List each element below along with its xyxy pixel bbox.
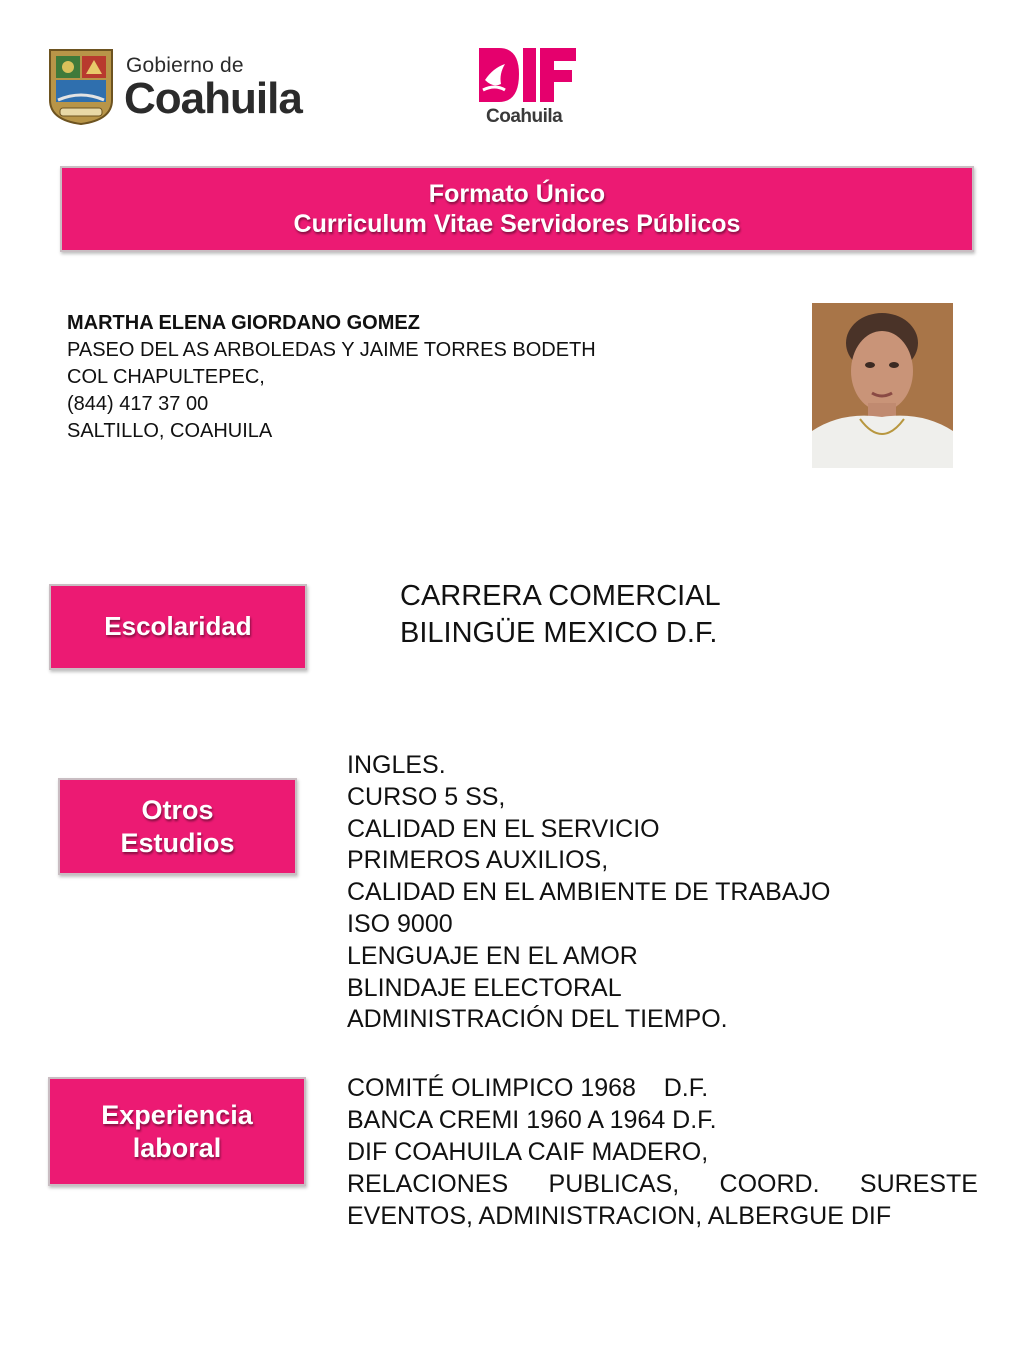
list-item: ADMINISTRACIÓN DEL TIEMPO. [347,1005,728,1034]
city-line: SALTILLO, COAHUILA [67,420,273,442]
portrait-photo [812,303,953,468]
list-item: EVENTOS, ADMINISTRACION, ALBERGUE DIF [347,1202,892,1230]
escolaridad-line: CARRERA COMERCIAL [400,580,721,612]
otros-estudios-label-line2: Estudios [120,827,235,858]
list-item [347,1168,978,1200]
justified-word: SURESTE [859,1170,978,1198]
person-name: MARTHA ELENA GIORDANO GOMEZ [67,312,420,334]
list-item: DIF COAHUILA CAIF MADERO, [347,1138,709,1166]
header-title: Formato Único [428,179,606,208]
dif-coahuila-text: Coahuila [486,106,563,127]
escolaridad-line: BILINGÜE MEXICO D.F. [400,617,718,649]
list-item: BANCA CREMI 1960 A 1964 D.F. [347,1106,717,1134]
list-item: CALIDAD EN EL AMBIENTE DE TRABAJO [347,878,831,907]
list-item: INGLES. [347,751,446,779]
list-item: BLINDAJE ELECTORAL [347,973,622,1002]
phone-number: (844) 417 37 00 [67,393,209,415]
list-item: CURSO 5 SS, [347,782,506,811]
experiencia-label-line1: Experiencia [101,1099,253,1130]
escolaridad-label-box [49,584,307,670]
header-subtitle: Curriculum Vitae Servidores Públicos [293,210,741,238]
otros-estudios-label-box [58,778,297,875]
experiencia-label-box [48,1077,306,1186]
gobierno-de-text: Gobierno de [126,54,244,77]
experiencia-label-line2: laboral [132,1132,222,1163]
escolaridad-label: Escolaridad [104,611,252,642]
list-item: ISO 9000 [347,909,453,938]
list-item: LENGUAJE EN EL AMOR [347,941,638,970]
list-item: CALIDAD EN EL SERVICIO [347,814,660,843]
escolaridad-content [400,578,721,652]
otros-estudios-list [347,750,830,1036]
justified-word: COORD. [719,1170,820,1198]
person-info [67,310,596,445]
list-item: PRIMEROS AUXILIOS, [347,846,609,875]
gobierno-coahuila-logo [44,46,306,128]
address-line: PASEO DEL AS ARBOLEDAS Y JAIME TORRES BODETH [67,339,596,361]
justified-word: RELACIONES [347,1170,509,1198]
experiencia-list [347,1072,978,1232]
list-item: COMITÉ OLIMPICO 1968 D.F. [347,1074,709,1102]
coahuila-text: Coahuila [124,74,302,123]
header-banner [60,166,974,252]
dif-coahuila-logo [475,44,585,130]
coahuila-crest-icon [44,46,118,126]
justified-word: PUBLICAS, [548,1170,680,1198]
dif-logo-icon [475,44,585,106]
address-line: COL CHAPULTEPEC, [67,366,265,388]
otros-estudios-label-line1: Otros [141,794,214,825]
